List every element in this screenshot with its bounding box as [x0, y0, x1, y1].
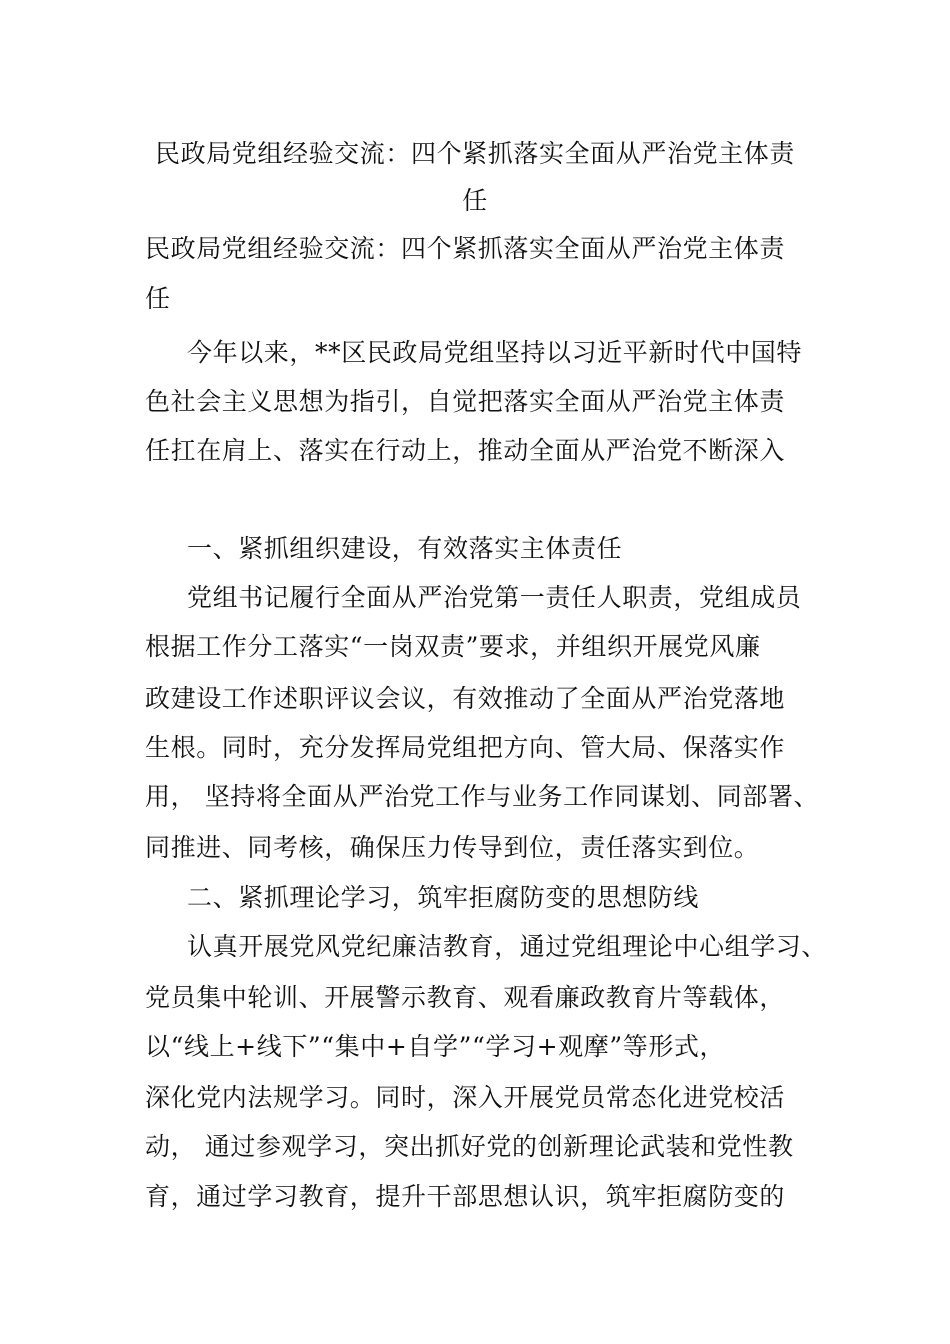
section-1-heading: 一、紧抓组织建设，有效落实主体责任 [187, 534, 623, 563]
section-1-line-2: 根据工作分工落实“一岗双责”要求，并组织开展党风廉 [145, 632, 761, 661]
subtitle-line-1: 民政局党组经验交流：四个紧抓落实全面从严治党主体责 [145, 234, 786, 263]
section-1-line-4: 生根。同时，充分发挥局党组把方向、管大局、保落实作 [145, 733, 786, 762]
section-1-line-1: 党组书记履行全面从严治党第一责任人职责，党组成员 [187, 583, 802, 612]
section-2-line-6: 育，通过学习教育，提升干部思想认识，筑牢拒腐防变的 [145, 1182, 786, 1211]
subtitle-line-2: 任 [145, 284, 171, 313]
section-1-line-3: 政建设工作述职评议会议，有效推动了全面从严治党落地 [145, 684, 786, 713]
section-2-heading: 二、紧抓理论学习，筑牢拒腐防变的思想防线 [187, 883, 700, 912]
section-2-line-5: 动， 通过参观学习，突出抓好党的创新理论武装和党性教 [145, 1132, 794, 1161]
section-1-line-6: 同推进、同考核，确保压力传导到位，责任落实到位。 [145, 833, 760, 862]
section-1-line-5: 用， 坚持将全面从严治党工作与业务工作同谋划、同部署、 [145, 782, 820, 811]
section-2-line-1: 认真开展党风党纪廉洁教育，通过党组理论中心组学习、 [187, 932, 828, 961]
section-2-line-2: 党员集中轮训、开展警示教育、观看廉政教育片等载体， [145, 983, 786, 1012]
document-title-line-1: 民政局党组经验交流：四个紧抓落实全面从严治党主体责 [154, 139, 795, 168]
intro-line-2: 色社会主义思想为指引，自觉把落实全面从严治党主体责 [145, 387, 786, 416]
document-title-line-2: 任 [462, 186, 488, 215]
section-2-line-3: 以“线上+线下”“集中+自学”“学习+观摩”等形式， [145, 1032, 726, 1061]
intro-line-3: 任扛在肩上、落实在行动上，推动全面从严治党不断深入 [145, 436, 786, 465]
intro-line-1: 今年以来，**区民政局党组坚持以习近平新时代中国特 [187, 338, 803, 367]
section-2-line-4: 深化党内法规学习。同时，深入开展党员常态化进党校活 [145, 1083, 786, 1112]
